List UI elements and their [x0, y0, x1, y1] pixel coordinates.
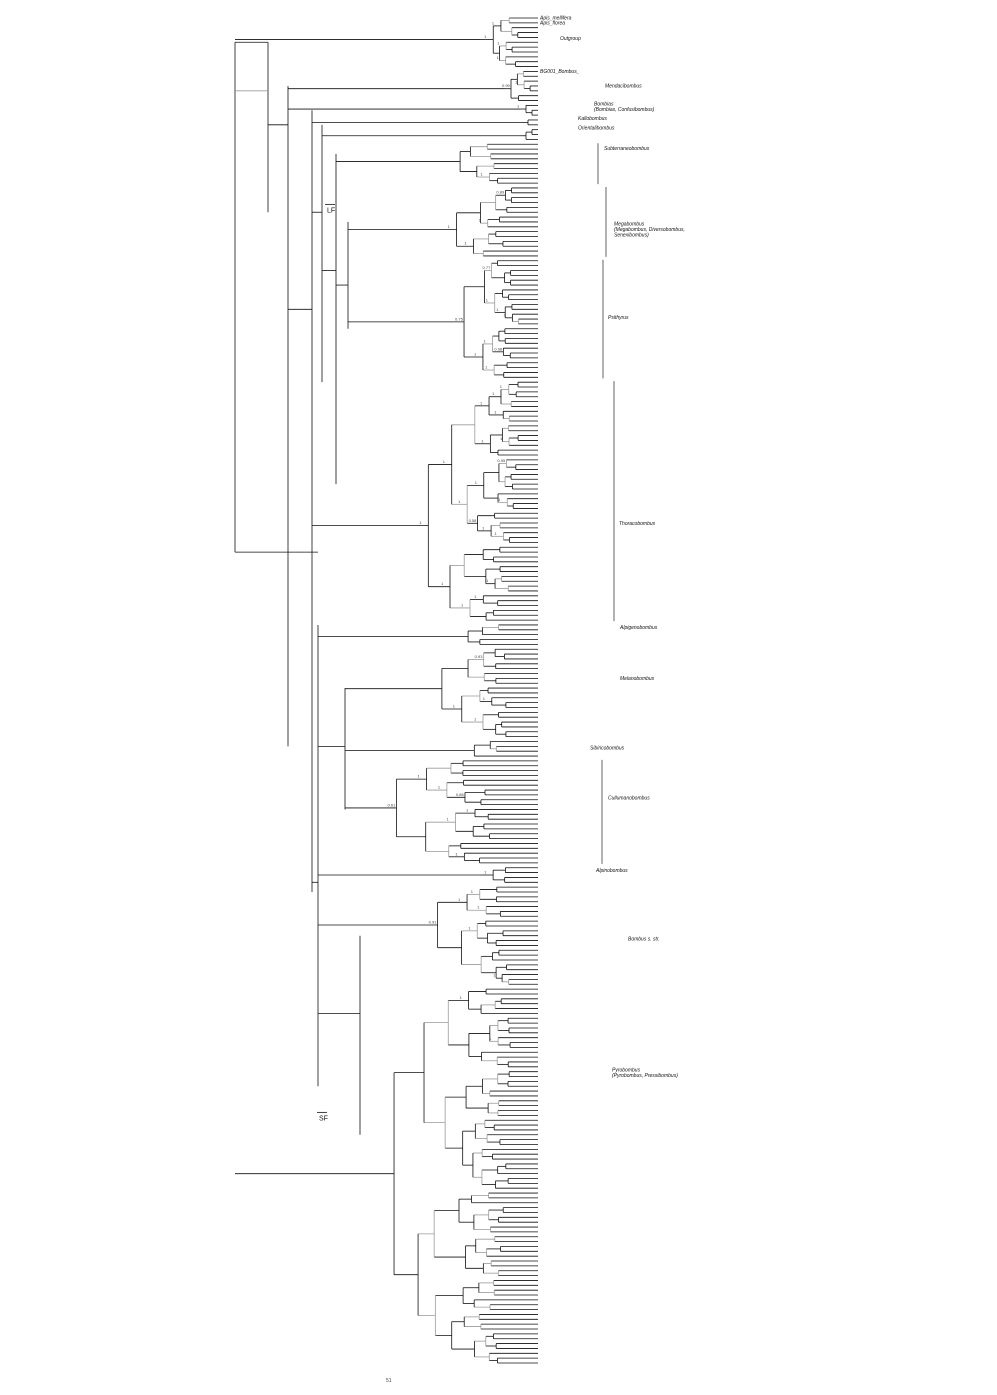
support-value: 1 [499, 383, 502, 389]
support-value: 1 [419, 520, 422, 526]
node-markers [317, 204, 335, 1122]
support-value: 1 [493, 972, 496, 978]
support-value: 1 [477, 904, 480, 910]
support-value: 1 [466, 807, 469, 813]
support-value: 0.77 [482, 264, 491, 270]
clade-label-megabombus: (Megabombus, Diversobombus, [614, 226, 685, 233]
support-value: 1 [441, 581, 444, 587]
support-value: 1 [486, 578, 489, 584]
clade-label-megabombus: Megabombus [614, 221, 645, 228]
clade-label-psithyrus: Psithyrus [608, 315, 629, 322]
support-value: 1 [517, 103, 520, 109]
support-value: 0.91 [428, 919, 437, 925]
support-value: 0.75 [455, 316, 463, 322]
support-value: 1 [455, 851, 458, 857]
support-value: 1 [489, 1035, 492, 1041]
support-value: 1 [452, 703, 455, 709]
clade-label-kallobombus: Kallobombus [578, 115, 607, 122]
clade-label-thoracobombus: Thoracobombus [619, 520, 656, 527]
clade-label-melanobombus: Melanobombus [620, 675, 655, 682]
marker-sf: SF [319, 1115, 328, 1123]
support-value: 1 [483, 338, 486, 344]
clade-label-megabombus: Senexibombus) [614, 232, 649, 239]
support-value: 1 [473, 351, 477, 357]
support-value: 1 [437, 784, 441, 790]
clade-label-outgroup: Outgroup [560, 35, 581, 42]
clade-label-cullumanobombus: Cullumanobombus [608, 795, 650, 802]
support-value: 1 [459, 994, 462, 1000]
support-value: 0.86 [455, 791, 464, 797]
support-value: 0.98 [494, 346, 503, 352]
support-value: 1 [497, 40, 500, 46]
support-value: 1 [498, 496, 501, 502]
clade-label-pyrobombus: Pyrobombus [612, 1067, 641, 1074]
support-value: 1 [496, 54, 499, 60]
support-value: 1 [478, 217, 481, 223]
support-value: 1 [458, 498, 461, 504]
support-value: 1 [446, 816, 449, 822]
support-value: 1 [482, 695, 486, 701]
support-value: 1 [474, 479, 477, 485]
tree-branches [235, 18, 538, 1363]
support-value: 1 [491, 391, 495, 397]
support-value: 1 [474, 593, 477, 599]
support-value: 1 [494, 530, 497, 536]
support-value: 0.93 [474, 654, 483, 660]
marker-lf: LF [327, 207, 336, 215]
support-value: 1 [458, 896, 461, 902]
clade-label-alpigenobombus: Alpigenobombus [620, 624, 658, 631]
support-value: 1 [464, 240, 467, 246]
support-value: 1 [503, 312, 506, 318]
support-value: 1 [468, 925, 471, 931]
clade-label-bombias: Bombias [594, 101, 614, 108]
support-value: 1 [484, 869, 487, 875]
tip-label: Apis_florea [540, 20, 566, 27]
support-value: 1 [480, 171, 483, 177]
clade-label-pyrobombus: (Pyrobombus, Pressibombus) [612, 1072, 678, 1079]
tip-label: Apis_mellifera [540, 15, 572, 22]
tip-label: BG001_Bombus_ [540, 69, 580, 76]
clade-label-bombias: (Bombias, Confusibombus) [594, 107, 655, 114]
support-value: 1 [417, 773, 420, 779]
clade-label-subterraneobombus: Subterraneobombus [604, 146, 650, 153]
support-value: 1 [500, 436, 503, 442]
page-number: 51 [386, 1378, 392, 1384]
support-value: 1 [474, 716, 477, 722]
support-value: 1 [480, 400, 483, 406]
support-value: 1 [442, 459, 445, 465]
support-value: 0.61 [387, 802, 396, 808]
tip-labels [539, 16, 580, 75]
clade-labels [560, 36, 685, 1079]
clade-brackets [598, 143, 614, 864]
support-value: 0.99 [502, 83, 510, 89]
support-value: 1 [481, 438, 484, 444]
clade-label-sibiricobombus: Sibiricobombus [590, 745, 625, 752]
support-value: 1 [485, 364, 488, 370]
support-value: 1 [491, 20, 495, 26]
clade-label-bombus-s-str: Bombus s. str. [628, 936, 660, 943]
clade-label-mendacibombus: Mendacibombus [605, 83, 642, 90]
support-value: 0.58 [468, 517, 477, 523]
support-value: 0.89 [496, 189, 505, 195]
support-value: 1 [494, 409, 497, 415]
support-value: 1 [496, 306, 499, 312]
support-value: 1 [470, 888, 473, 894]
support-value: 0.95 [497, 458, 506, 464]
support-value: 1 [482, 525, 485, 531]
support-value: 1 [484, 34, 487, 40]
clade-label-orientalibombus: Orientalibombus [578, 125, 615, 132]
support-value: 1 [447, 224, 450, 230]
support-value: 1 [460, 602, 464, 608]
support-value: 1 [485, 297, 488, 303]
support-value: 1 [515, 79, 518, 85]
clade-label-alpinobombus: Alpinobombus [596, 868, 628, 875]
